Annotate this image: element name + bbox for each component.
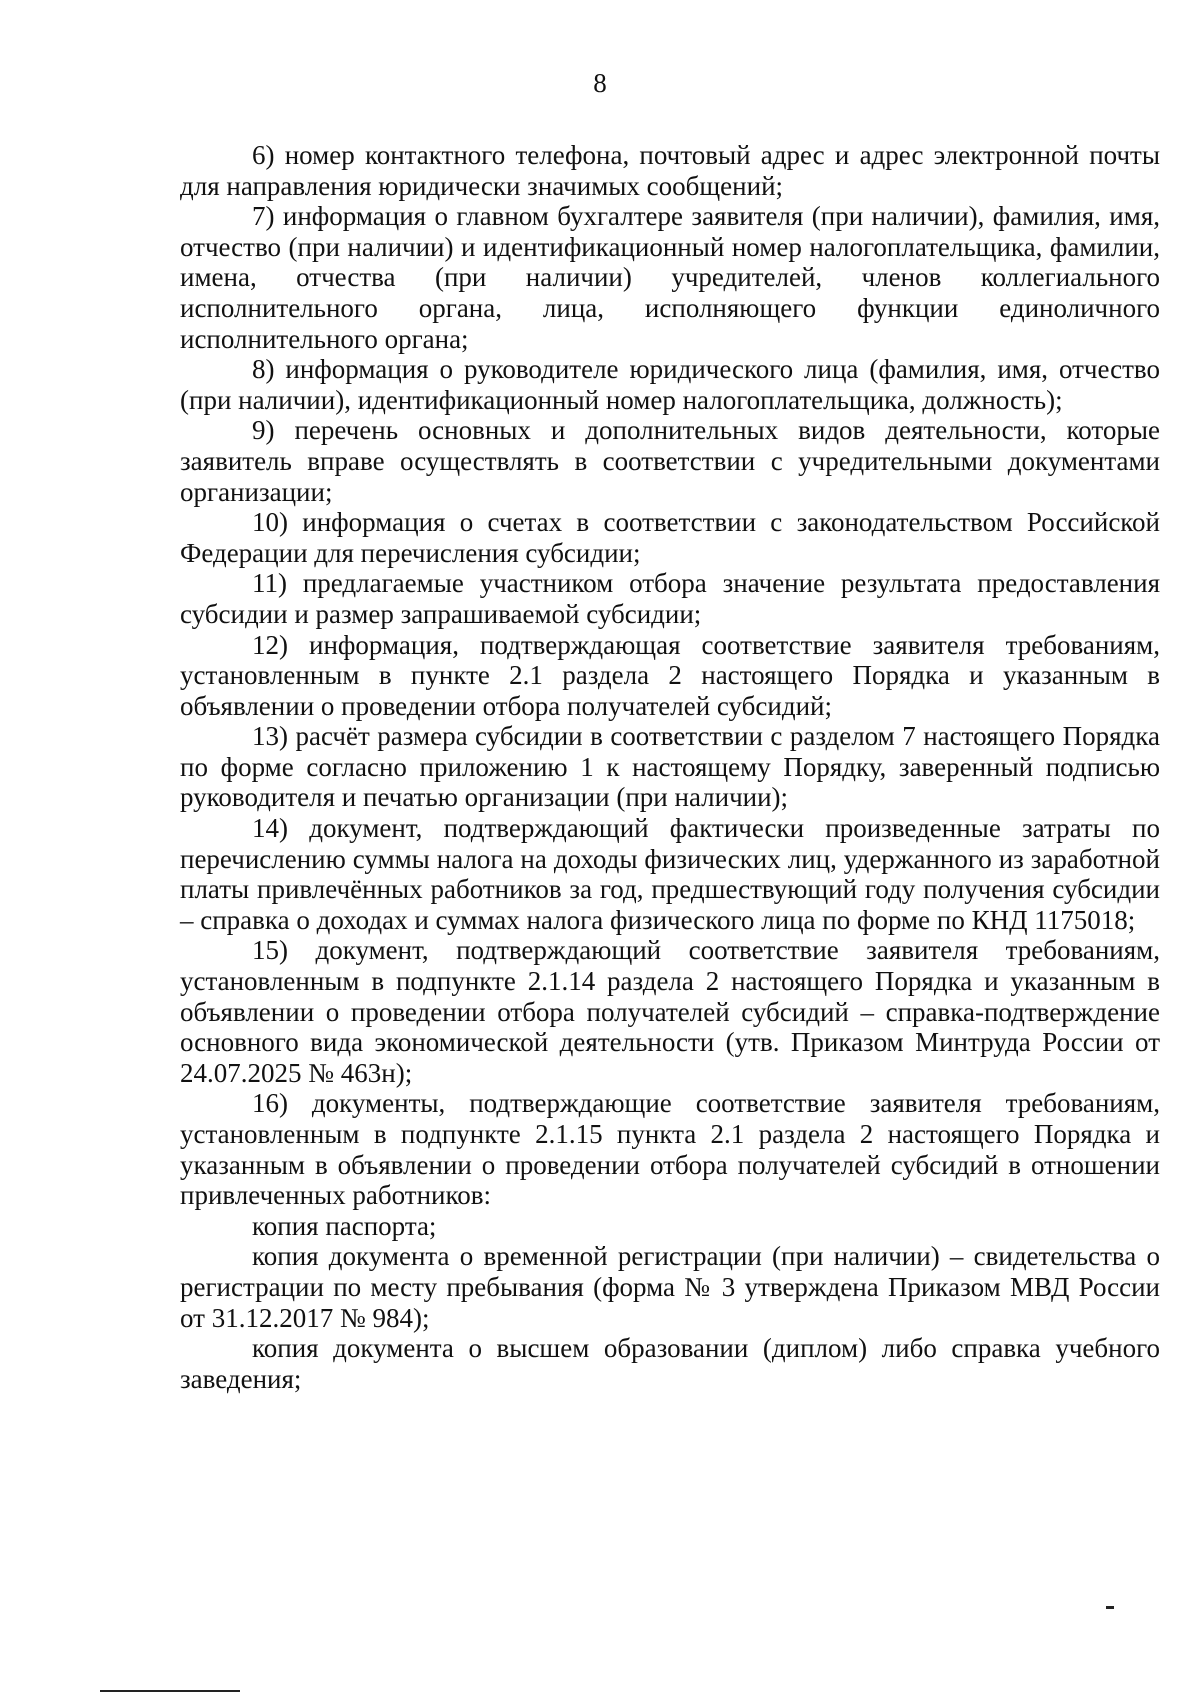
paragraph-item-7: 7) информация о главном бухгалтере заявителя (при наличии), фамилия, имя, отчество (при наличии) и идентификационный номер налогоплательщика, фамилии, имена, отчества (при наличии) учредителей, членов коллегиального исполнительного органа, лица, исполняющего функции единоличного исполнительного органа; <box>180 201 1160 354</box>
paragraph-diploma-copy: копия документа о высшем образовании (диплом) либо справка учебного заведения; <box>180 1333 1160 1394</box>
paragraph-passport-copy: копия паспорта; <box>252 1210 437 1241</box>
paragraph-item-10: 10) информация о счетах в соответствии с законодательством Российской Федерации для перечисления субсидии; <box>180 507 1160 568</box>
footnote-rule <box>100 1690 240 1692</box>
paragraph-item-16: 16) документы, подтверждающие соответствие заявителя требованиям, установленным в подпункте 2.1.15 пункта 2.1 раздела 2 настоящего Порядка и указанным в объявлении о проведении отбора получателей субсидий в отношении привлеченных работников: <box>180 1088 1160 1211</box>
document-body <box>180 140 1160 1394</box>
paragraph-item-8: 8) информация о руководителе юридического лица (фамилия, имя, отчество (при наличии), идентификационный номер налогоплательщика, должность); <box>180 354 1160 415</box>
paragraph-item-6: 6) номер контактного телефона, почтовый адрес и адрес электронной почты для направления юридически значимых сообщений; <box>180 140 1160 201</box>
paragraph-item-13: 13) расчёт размера субсидии в соответствии с разделом 7 настоящего Порядка по форме согласно приложению 1 к настоящему Порядку, заверенный подписью руководителя и печатью организации (при наличии); <box>180 721 1160 813</box>
paragraph-item-14: 14) документ, подтверждающий фактически произведенные затраты по перечислению суммы налога на доходы физических лиц, удержанного из заработной платы привлечённых работников за год, предшествующий году получения субсидии – справка о доходах и суммах налога физического лица по форме по КНД 1175018; <box>180 813 1160 935</box>
paragraph-item-12: 12) информация, подтверждающая соответствие заявителя требованиям, установленным в пункте 2.1 раздела 2 настоящего Порядка и указанным в объявлении о проведении отбора получателей субсидий; <box>180 629 1160 721</box>
scan-mark <box>1106 1606 1114 1609</box>
paragraph-item-15: 15) документ, подтверждающий соответствие заявителя требованиям, установленным в подпункте 2.1.14 раздела 2 настоящего Порядка и указанным в объявлении о проведении отбора получателей субсидий – справка-подтверждение основного вида экономической деятельности (утв. Приказом Минтруда России от 24.07.2025 № 463н); <box>180 935 1160 1088</box>
paragraph-item-11: 11) предлагаемые участником отбора значение результата предоставления субсидии и размер запрашиваемой субсидии; <box>180 568 1160 629</box>
paragraph-item-9: 9) перечень основных и дополнительных видов деятельности, которые заявитель вправе осуществлять в соответствии с учредительными документами организации; <box>180 415 1160 507</box>
paragraph-registration-copy: копия документа о временной регистрации (при наличии) – свидетельства о регистрации по месту пребывания (форма № 3 утверждена Приказом МВД России от 31.12.2017 № 984); <box>180 1241 1160 1333</box>
page-number: 8 <box>593 68 607 98</box>
